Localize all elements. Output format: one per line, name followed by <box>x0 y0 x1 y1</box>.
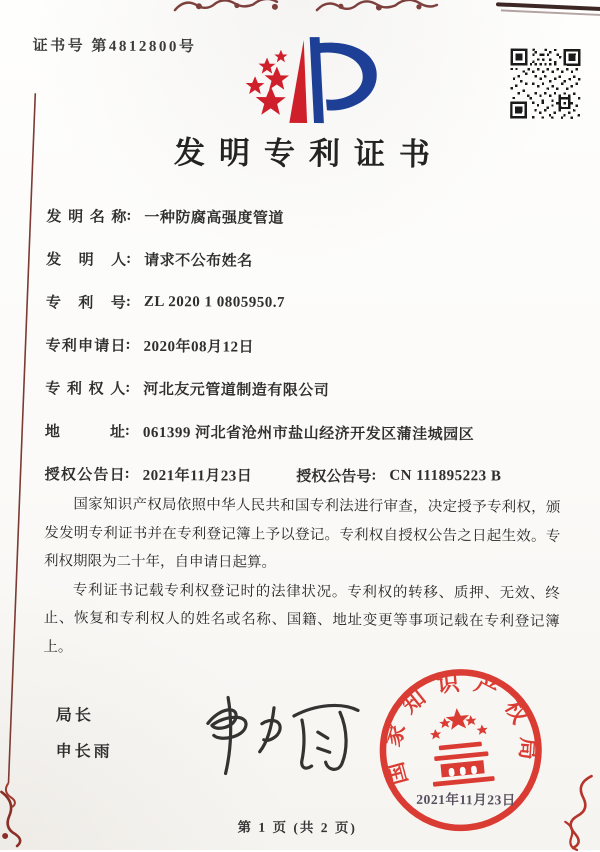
field-value: ZL 2020 1 0805950.7 <box>143 293 286 311</box>
national-emblem-icon <box>426 705 495 787</box>
certificate-number: 证书号 第4812800号 <box>32 38 197 56</box>
signer-name: 申长雨 <box>55 743 113 761</box>
field-row-filing-date <box>45 323 565 370</box>
page-number: 第 1 页 (共 2 页) <box>237 819 357 836</box>
field-value: 一种防腐高强度管道 <box>144 209 285 227</box>
colon: : <box>126 207 132 224</box>
legal-paragraph-2: 专利证书记载专利权登记时的法律状况。专利权的转移、质押、无效、终止、恢复和专利权人的姓名或名称、国籍、地址变更等事项记载在专利登记簿上。 <box>43 581 560 655</box>
signer-title: 局长 <box>55 707 95 725</box>
field-value: 061399 河北省沧州市盐山经济开发区蒲洼城园区 <box>142 424 475 444</box>
field-value: 2020年08月12日 <box>143 338 255 356</box>
colon: : <box>126 250 132 267</box>
fields-section <box>45 194 567 499</box>
field-row-invention-name <box>46 194 566 241</box>
top-border-ornament-icon <box>171 0 443 15</box>
field-label-grant-number: 授权公告号 <box>296 468 372 486</box>
field-value: 2021年11月23日 <box>142 467 253 485</box>
colon: : <box>125 293 131 310</box>
colon: : <box>125 379 131 396</box>
seal-date: 2021年11月23日 <box>416 791 516 808</box>
field-label: 地址 <box>44 424 125 441</box>
qr-code <box>510 48 580 118</box>
top-right-edge-line-faint <box>501 9 600 15</box>
colon: : <box>125 336 131 353</box>
signer-block <box>56 702 114 774</box>
field-label: 发明人 <box>46 252 127 269</box>
legal-text-section <box>43 490 560 665</box>
cnipa-logo-icon <box>227 32 386 127</box>
field-value-grant-number: CN 111895223 B <box>389 467 502 485</box>
left-border-line <box>0 93 42 808</box>
field-label: 专利权人 <box>45 381 126 398</box>
field-label: 发明名称 <box>46 209 127 226</box>
director-signature-icon <box>190 685 366 781</box>
field-row-patentee <box>45 366 565 413</box>
field-label: 专利申请日 <box>45 338 126 355</box>
field-label: 授权公告日 <box>44 467 125 484</box>
field-row-patent-number <box>46 280 566 327</box>
certificate-title: 发明专利证书 <box>173 135 445 172</box>
legal-paragraph-1: 国家知识产权局依照中华人民共和国专利法进行审查，决定授予专利权，颁发发明专利证书并在专利登记簿上予以登记。专利权自授权公告之日起生效。专利权期限为二十年，自申请日起算。 <box>43 496 561 571</box>
colon: : <box>124 422 131 439</box>
field-value: 请求不公布姓名 <box>144 252 253 270</box>
field-row-inventor <box>46 237 566 284</box>
field-label: 专利号 <box>45 295 126 312</box>
colon: : <box>124 465 130 482</box>
colon: : <box>371 467 377 484</box>
field-value: 河北友元管道制造有限公司 <box>143 381 330 400</box>
seal-text: 国家知识产权局 <box>379 668 542 788</box>
field-row-address <box>45 409 565 456</box>
